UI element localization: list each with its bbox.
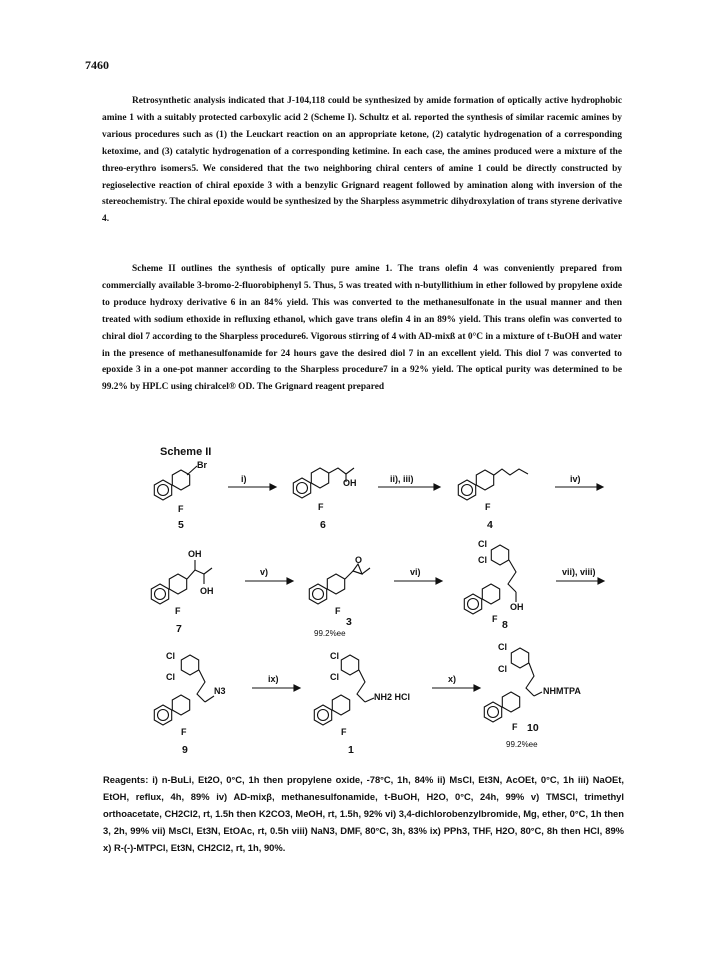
paragraph-1-text: Retrosynthetic analysis indicated that J-104,118 could be synthesized by amide formation of optically active hydrophobic amine 1 with a suitably protected carboxylic acid 2 (Scheme I). Schultz et al. reported the synthesis of similar racemic amines by various procedures such as (1) the Leuckart reaction on an appropriate ketone, (2) catalytic hydrogenation of a corresponding ketoxime, and (3) catalytic hydrogenation of a corresponding ketimine. In each case, the amines produced were a mixture of the threo-erythro isomers5. We considered that the two neighboring chiral centers of amine 1 could be directly constructed by regioselective reaction of chiral epoxide 3 with a benzylic Grignard reagent followed by amination along with inversion of the stereochemistry. The chiral epoxide would be synthesized by the Sharpless asymmetric dihydroxylation of trans styrene derivative 4. <box>102 96 622 225</box>
compound-number-8: 8 <box>502 619 508 631</box>
atom-cl: Cl <box>478 539 487 549</box>
atom-n3: N3 <box>214 686 226 696</box>
atom-o: O <box>355 555 363 565</box>
scheme-title: Scheme II <box>160 446 212 458</box>
compound-number-9: 9 <box>182 744 188 756</box>
atom-f: F <box>512 722 518 732</box>
compound-4 <box>458 469 528 531</box>
atom-cl: Cl <box>330 672 339 682</box>
paragraph-2-text: Scheme II outlines the synthesis of optically pure amine 1. The trans olefin 4 was conveniently prepared from commercially available 3-bromo-2-fluorobiphenyl 5. Thus, 5 was treated with n-butyllithium in ether followed by propylene oxide to produce hydroxy derivative 6 in an 84% yield. This was converted to the methanesulfonate in the usual manner and then treated with sodium ethoxide in refluxing ethanol, which gave trans olefin 4 in an 89% yield. This trans olefin was converted to chiral diol 7 according to the Sharpless procedure6. Vigorous stirring of 4 with AD-mixß at 0°C in a mixture of t-BuOH and water in the presence of methanesulfonamide for 24 hours gave the desired diol 7 in an excellent yield. This diol 7 was converted to epoxide 3 in a one-pot manner according to the Sharpless procedure7 in a 92% yield. The optical purity was determined to be 99.2% by HPLC using chiralcel® OD. The Grignard reagent prepared <box>102 264 622 393</box>
atom-nh2hcl: NH2 HCl <box>374 692 411 702</box>
atom-oh: OH <box>343 478 357 488</box>
compound-9 <box>154 651 225 756</box>
compound-5 <box>154 460 207 531</box>
arrow-label-x: x) <box>448 674 457 684</box>
reagents-text: Reagents: i) n-BuLi, Et2O, 0°C, 1h then propylene oxide, -78°C, 1h, 84% ii) MsCl, Et3N, AcOEt, 0°C, 1h iii) NaOEt, EtOH, reflux, 4h, 89% iv) AD-mixβ, methanesulfonamide, t-BuOH, H2O, 0°C, 24h, 99% v) TMSCl, trimethyl orthoacetate, CH2Cl2, rt, 1.5h then K2CO3, MeOH, rt, 1.5h, 92% vi) 3,4-dichlorobenzylbromide, Mg, ether, 0°C, 1h then 3, 2h, 99% vii) MsCl, Et3N, EtOAc, rt, 0.5h viii) NaN3, DMF, 80°C, 3h, 83% ix) PPh3, THF, H2O, 80°C, 8h then HCl, 89% x) R-(-)-MTPCl, Et3N, CH2Cl2, rt, 1h, 90%. <box>103 774 624 853</box>
compound-number-4: 4 <box>487 519 493 531</box>
arrow-label-ii-iii: ii), iii) <box>390 474 414 484</box>
compound-3 <box>309 555 370 638</box>
atom-br: Br <box>197 460 208 470</box>
atom-f: F <box>341 727 347 737</box>
page-number: 7460 <box>85 58 109 72</box>
atom-nhmtpa: NHMTPA <box>543 686 581 696</box>
atom-oh: OH <box>188 549 202 559</box>
arrow-label-vii-viii: vii), viii) <box>562 567 596 577</box>
atom-f: F <box>318 502 324 512</box>
compound-10 <box>484 642 581 749</box>
atom-cl: Cl <box>166 672 175 682</box>
atom-cl: Cl <box>478 555 487 565</box>
compound-6 <box>293 468 356 531</box>
compound-number-3: 3 <box>346 616 352 628</box>
compound-1 <box>314 651 410 756</box>
atom-f: F <box>175 606 181 616</box>
arrow-label-v: v) <box>260 567 269 577</box>
ee-label-3: 99.2%ee <box>314 629 346 638</box>
atom-cl: Cl <box>330 651 339 661</box>
arrow-label-i: i) <box>241 474 247 484</box>
arrow-label-iv: iv) <box>570 474 581 484</box>
compound-number-7: 7 <box>176 623 182 635</box>
ee-label-10: 99.2%ee <box>506 740 538 749</box>
atom-f: F <box>492 614 498 624</box>
atom-oh: OH <box>510 602 524 612</box>
atom-f: F <box>181 727 187 737</box>
compound-8 <box>464 539 523 631</box>
compound-number-1: 1 <box>348 744 354 756</box>
compound-number-6: 6 <box>320 519 326 531</box>
compound-number-10: 10 <box>527 722 539 734</box>
arrow-label-ix: ix) <box>268 674 279 684</box>
atom-cl: Cl <box>498 642 507 652</box>
atom-cl: Cl <box>498 664 507 674</box>
atom-f: F <box>335 606 341 616</box>
compound-number-5: 5 <box>178 519 184 531</box>
atom-oh: OH <box>200 586 214 596</box>
arrow-label-vi: vi) <box>410 567 421 577</box>
compound-7 <box>151 549 213 635</box>
atom-cl: Cl <box>166 651 175 661</box>
atom-f: F <box>178 504 184 514</box>
atom-f: F <box>485 502 491 512</box>
